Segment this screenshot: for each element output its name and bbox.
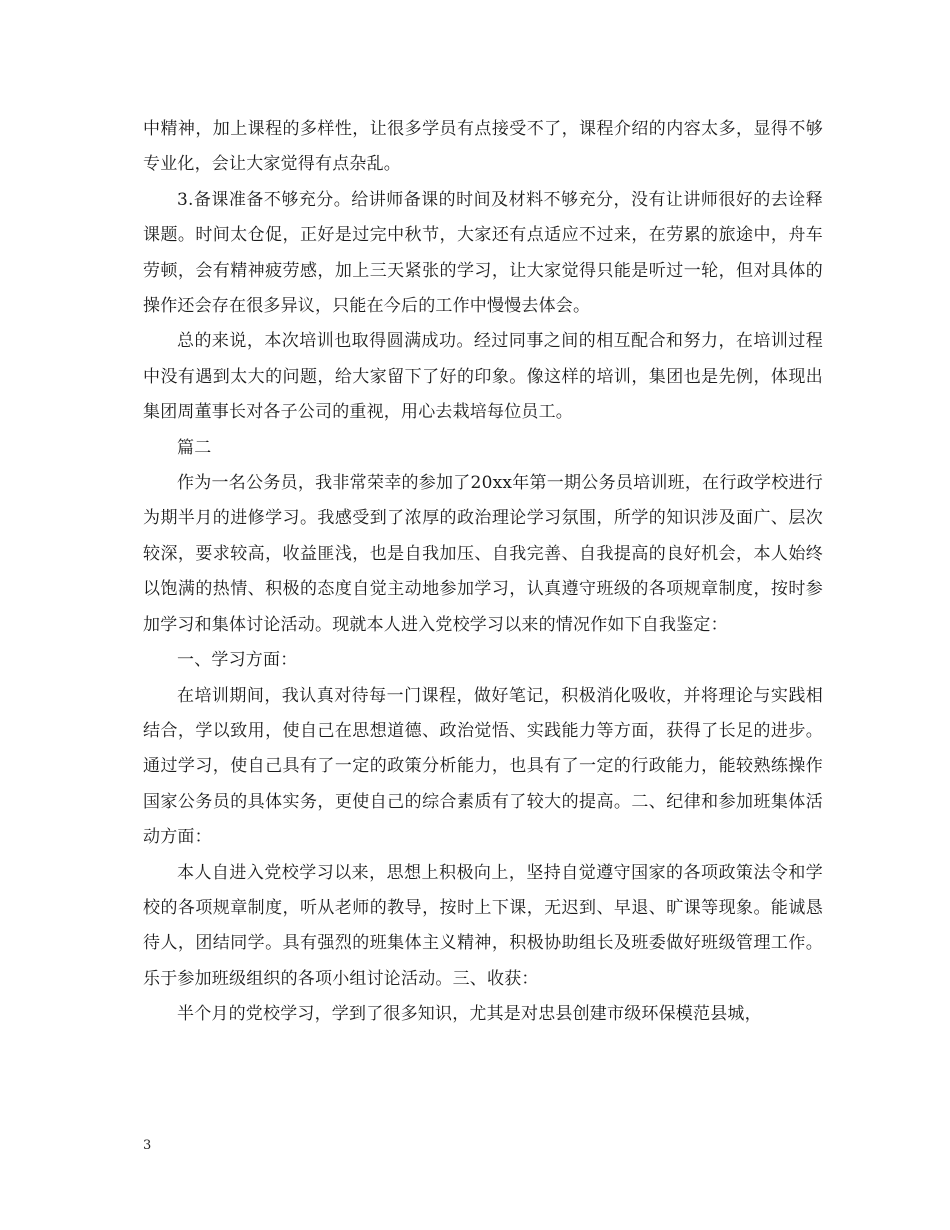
paragraph-3: 总的来说，本次培训也取得圆满成功。经过同事之间的相互配合和努力，在培训过程中没有遇到太大的问题，给大家留下了好的印象。像这样的培训，集团也是先例，体现出集团周董事长对各子公司的重视，用心去栽培每位员工。 [143, 331, 823, 423]
paragraph-2: 3.备课准备不够充分。给讲师备课的时间及材料不够充分，没有让讲师很好的去诠释课题。时间太仓促，正好是过完中秋节，大家还有点适应不过来，在劳累的旅途中，舟车劳顿，会有精神疲劳感，加上三天紧张的学习，让大家觉得只能是听过一轮，但对具体的操作还会存在很多异议，只能在今后的工作中慢慢去体会。 [143, 189, 823, 317]
page-number: 3 [143, 1138, 152, 1153]
document-body [143, 112, 823, 1033]
paragraph-1: 中精神，加上课程的多样性，让很多学员有点接受不了，课程介绍的内容太多，显得不够专业化，会让大家觉得有点杂乱。 [143, 119, 823, 175]
section-heading-study: 一、学习方面： [177, 650, 298, 671]
paragraph-9: 半个月的党校学习，学到了很多知识，尤其是对忠县创建市级环保模范县城， [177, 1004, 762, 1025]
paragraph-5: 作为一名公务员，我非常荣幸的参加了20xx年第一期公务员培训班，在行政学校进行为期半月的进修学习。我感受到了浓厚的政治理论学习氛围，所学的知识涉及面广、层次较深，要求较高，收益匪浅，也是自我加压、自我完善、自我提高的良好机会，本人始终以饱满的热情、积极的态度自觉主动地参加学习，认真遵守班级的各项规章制度，按时参加学习和集体讨论活动。现就本人进入党校学习以来的情况作如下自我鉴定： [143, 473, 823, 635]
section-heading-part-two: 篇二 [177, 437, 212, 458]
paragraph-7: 在培训期间，我认真对待每一门课程，做好笔记，积极消化吸收，并将理论与实践相结合，学以致用，使自己在思想道德、政治觉悟、实践能力等方面，获得了长足的进步。通过学习，使自己具有了一定的政策分析能力，也具有了一定的行政能力，能较熟练操作国家公务员的具体实务，更使自己的综合素质有了较大的提高。二、纪律和参加班集体活动方面： [143, 685, 823, 848]
paragraph-8: 本人自进入党校学习以来，思想上积极向上，坚持自觉遵守国家的各项政策法令和学校的各项规章制度，听从老师的教导，按时上下课，无迟到、早退、旷课等现象。能诚恳待人，团结同学。具有强烈的班集体主义精神，积极协助组长及班委做好班级管理工作。乐于参加班级组织的各项小组讨论活动。三、收获： [143, 862, 823, 989]
